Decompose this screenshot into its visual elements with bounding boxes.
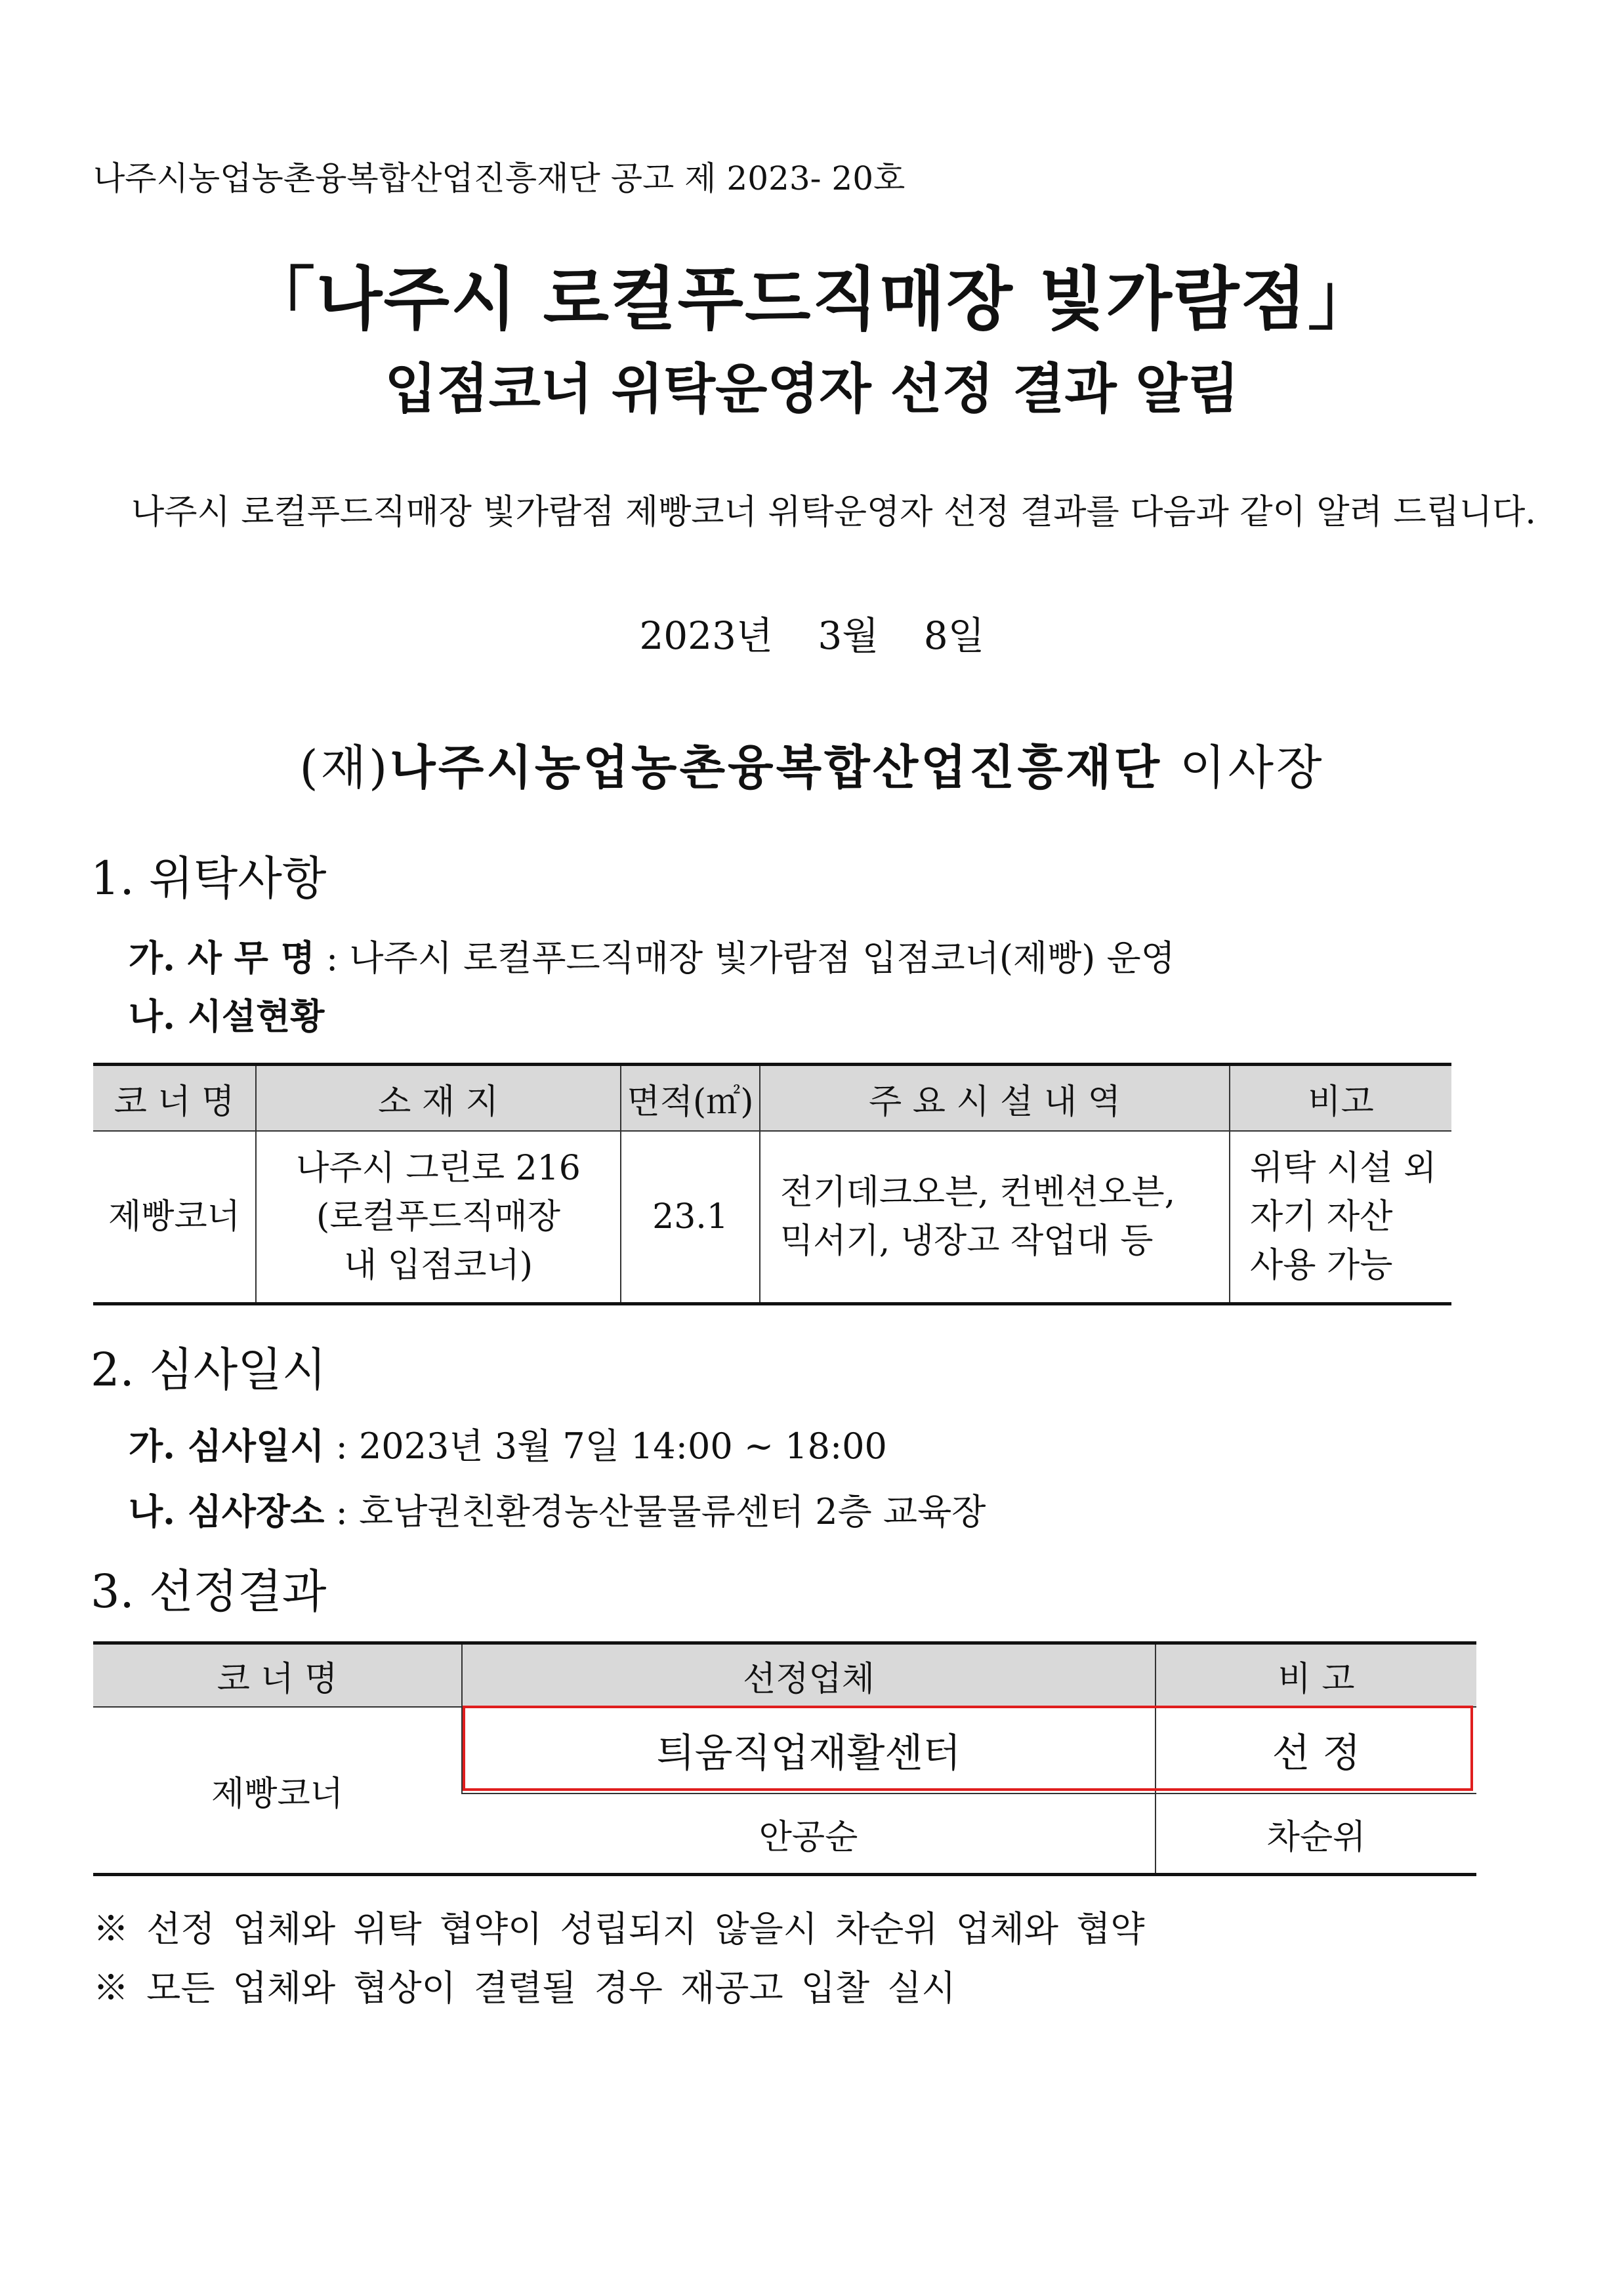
section-2-item-na-label: 나. 심사장소 [129,1490,325,1532]
section-1-item-na-label: 나. 시설현황 [129,995,325,1037]
note-line: 자기 자산 [1250,1197,1393,1237]
header-location: 소 재 지 [256,1065,621,1132]
issuer-name: 나주시농업농촌융복합산업진흥재단 [390,739,1163,795]
cell-runner-up-company: 안공순 [462,1794,1156,1875]
header-company: 선정업체 [462,1643,1156,1708]
table-row [93,1131,1451,1304]
section-3-heading: 3. 선정결과 [91,1565,327,1618]
location-line: (로컬푸드직매장 [316,1197,560,1237]
section-1-item-na [129,989,324,1039]
cell-area: 23.1 [621,1131,760,1304]
selected-row-highlight [463,1706,1473,1791]
section-2-item-na-value: : 호남권친환경농산물물류센터 2층 교육장 [335,1491,986,1532]
cell-location [256,1131,621,1304]
document-title: 「나주시 로컬푸드직매장 빛가람점」 [247,259,1377,339]
section-2-heading: 2. 심사일시 [91,1343,327,1397]
header-note: 비고 [1230,1065,1451,1132]
facility-table [93,1063,1451,1305]
section-2-item-ga [129,1418,887,1469]
section-1-heading: 1. 위탁사항 [91,851,327,905]
issuer-title: 이사장 [1179,740,1325,795]
location-line: 내 입점코너) [344,1246,533,1285]
notice-number: 나주시농업농촌융복합산업진흥재단 공고 제 2023- 20호 [93,159,906,197]
intro-text: 나주시 로컬푸드직매장 빛가람점 제빵코너 위탁운영자 선정 결과를 다음과 같이 알려 드립니다. [131,493,1536,532]
facility-table-header-row [93,1065,1451,1132]
note-line: 사용 가능 [1250,1246,1393,1285]
cell-runner-up-remark: 차순위 [1156,1794,1476,1875]
section-1-item-ga-label: 가. 사 무 명 [129,937,315,979]
cell-corner-name: 제빵코너 [108,1197,240,1237]
selection-table-header-row [93,1643,1476,1708]
header-area: 면적(㎡) [621,1065,760,1132]
footnote: ※ 선정 업체와 위탁 협약이 성립되지 않을시 차순위 업체와 협약 [93,1908,1145,1950]
issuer [0,729,1624,798]
cell-selected-remark: 선 정 [1156,1707,1476,1794]
cell-corner-name: 제빵코너 [211,1774,343,1814]
document-subtitle: 입점코너 위탁운영자 선정 결과 알림 [385,358,1239,420]
section-2-item-ga-value: : 2023년 3월 7일 14:00 ~ 18:00 [335,1425,887,1467]
location-line: 나주시 그린로 216 [296,1149,581,1188]
cell-note [1230,1131,1451,1304]
section-1-item-ga [129,930,1175,981]
section-2-item-na [129,1484,986,1534]
issuer-prefix: (재) [299,740,390,795]
section-1-item-ga-value: : 나주시 로컬푸드직매장 빛가람점 입점코너(제빵) 운영 [326,937,1175,979]
footnote: ※ 모든 업체와 협상이 결렬될 경우 재공고 입찰 실시 [93,1967,956,2009]
note-line: 위탁 시설 외 [1250,1149,1437,1188]
cell-facilities [760,1131,1230,1304]
facilities-line: 전기데크오븐, 컨벤션오븐, [780,1173,1176,1212]
cell-selected-company: 틔움직업재활센터 [462,1707,1156,1794]
section-2-item-ga-label: 가. 심사일시 [129,1425,325,1467]
header-corner-name: 코 너 명 [93,1643,462,1708]
facilities-line: 믹서기, 냉장고 작업대 등 [780,1221,1154,1261]
issue-date: 2023년 3월 8일 [639,613,985,658]
header-remark: 비 고 [1156,1643,1476,1708]
header-facilities: 주 요 시 설 내 역 [760,1065,1230,1132]
header-corner-name: 코 너 명 [93,1065,256,1132]
